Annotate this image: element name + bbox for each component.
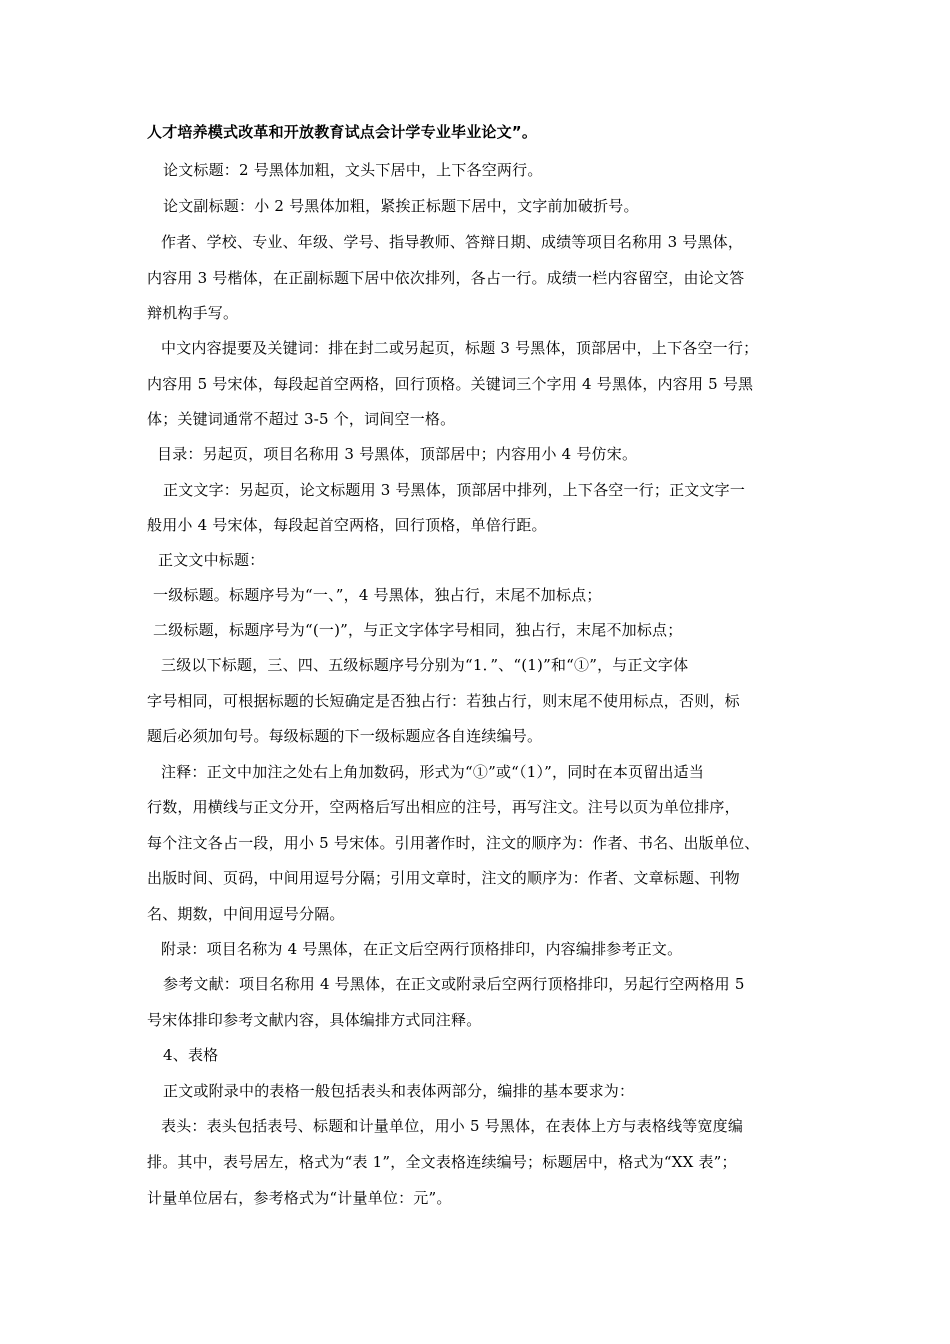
paragraph-line: 论文副标题：小 2 号黑体加粗，紧挨正标题下居中，文字前加破折号。: [163, 197, 639, 215]
paragraph-line: 名、期数，中间用逗号分隔。: [147, 905, 345, 923]
paragraph-line: 般用小 4 号宋体，每段起首空两格，回行顶格，单倍行距。: [147, 516, 547, 534]
title-continuation-line: 人才培养模式改革和开放教育试点会计学专业毕业论文”。: [147, 123, 538, 141]
paragraph-line: 每个注文各占一段，用小 5 号宋体。引用著作时，注文的顺序为：作者、书名、出版单位、: [147, 834, 760, 852]
paragraph-line: 计量单位居右，参考格式为“计量单位：元”。: [147, 1189, 452, 1207]
paragraph-line: 附录：项目名称为 4 号黑体，在正文后空两行顶格排印，内容编排参考正文。: [161, 940, 683, 958]
paragraph-line: 正文文中标题：: [158, 551, 265, 569]
paragraph-line: 行数，用横线与正文分开，空两格后写出相应的注号，再写注文。注号以页为单位排序，: [147, 798, 740, 816]
paragraph-line: 参考文献：项目名称用 4 号黑体，在正文或附录后空两行顶格排印，另起行空两格用 5: [163, 975, 745, 993]
paragraph-line: 内容用 3 号楷体，在正副标题下居中依次排列，各占一行。成绩一栏内容留空，由论文答: [147, 269, 745, 287]
paragraph-line: 一级标题。标题序号为“一、”，4 号黑体，独占行，末尾不加标点；: [153, 586, 602, 604]
paragraph-line: 题后必须加句号。每级标题的下一级标题应各自连续编号。: [147, 727, 543, 745]
paragraph-line: 辩机构手写。: [147, 304, 239, 322]
paragraph-line: 出版时间、页码，中间用逗号分隔；引用文章时，注文的顺序为：作者、文章标题、刊物: [147, 869, 740, 887]
paragraph-line: 目录：另起页，项目名称用 3 号黑体，顶部居中；内容用小 4 号仿宋。: [157, 445, 638, 463]
paragraph-line: 字号相同，可根据标题的长短确定是否独占行：若独占行，则末尾不使用标点，否则，标: [147, 692, 740, 710]
paragraph-line: 中文内容提要及关键词：排在封二或另起页，标题 3 号黑体，顶部居中，上下各空一行；: [161, 339, 759, 357]
paragraph-line: 内容用 5 号宋体，每段起首空两格，回行顶格。关键词三个字用 4 号黑体，内容用 5 号黑: [147, 375, 754, 393]
paragraph-line: 表头：表头包括表号、标题和计量单位，用小 5 号黑体，在表体上方与表格线等宽度编: [161, 1117, 744, 1135]
paragraph-line: 体；关键词通常不超过 3-5 个，词间空一格。: [147, 410, 456, 428]
paragraph-line: 二级标题，标题序号为“(一)”，与正文字体字号相同，独占行，末尾不加标点；: [153, 621, 683, 639]
paragraph-line: 作者、学校、专业、年级、学号、指导教师、答辩日期、成绩等项目名称用 3 号黑体，: [161, 233, 744, 251]
paragraph-line: 号宋体排印参考文献内容，具体编排方式同注释。: [147, 1011, 482, 1029]
paragraph-line: 注释：正文中加注之处右上角加数码，形式为“①”或“（1）”，同时在本页留出适当: [161, 763, 705, 781]
section-heading: 4、表格: [163, 1046, 219, 1064]
paragraph-line: 正文文字：另起页，论文标题用 3 号黑体，顶部居中排列，上下各空一行；正文文字一: [163, 481, 746, 499]
paragraph-line: 正文或附录中的表格一般包括表头和表体两部分，编排的基本要求为：: [163, 1082, 635, 1100]
paragraph-line: 排。其中，表号居左，格式为“表 1”，全文表格连续编号；标题居中，格式为“XX 表”；: [147, 1153, 737, 1171]
paragraph-line: 三级以下标题，三、四、五级标题序号分别为“1．”、“(1)”和“①”，与正文字体: [161, 656, 689, 674]
paragraph-line: 论文标题：2 号黑体加粗，文头下居中，上下各空两行。: [163, 161, 543, 179]
